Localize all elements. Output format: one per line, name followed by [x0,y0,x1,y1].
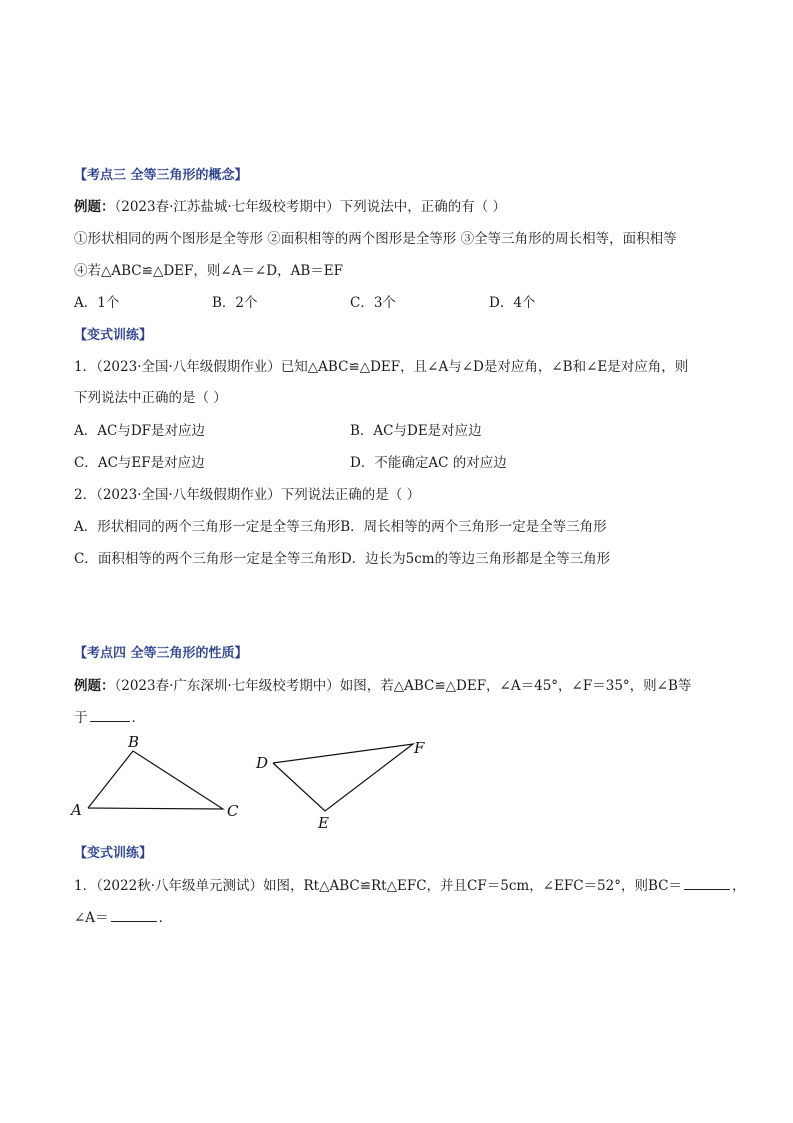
label-e: E [318,814,329,832]
label-c: C [227,802,239,820]
section4-example-line-2 [74,709,145,727]
s4-q1-text: 1．（2022秋·八年级单元测试）如图，Rt△ABC≌Rt△EFC，并且CF＝5cm，∠EFC＝52°，则BC＝ [74,878,682,894]
s4-q1-line-2 [74,909,172,927]
example-line2-prefix: 于 [74,710,88,726]
s4-q1-angle-a: ∠A＝ [74,910,109,926]
q1-line-1: 1．（2023·全国·八年级假期作业）已知△ABC≌△DEF，且∠A与∠D是对应角，∠B和∠E是对应角，则 [74,359,689,375]
label-b: B [128,733,140,751]
q1-option-d: D．不能确定AC 的对应边 [350,455,507,471]
bc-blank[interactable] [684,877,730,890]
option-b: B．2个 [212,295,258,311]
example-text: （2023春·广东深圳·七年级校考期中）如图，若△ABC≌△DEF，∠A＝45°，∠F＝35°，则∠B等 [114,678,692,694]
triangle-def [273,744,413,811]
s4-q1-line-1 [74,877,745,895]
q2-line-3: C．面积相等的两个三角形一定是全等三角形D．边长为5cm的等边三角形都是全等三角形 [74,551,611,567]
option-c: C．3个 [350,295,396,311]
label-f: F [414,739,425,757]
example-text: （2023春·江苏盐城·七年级校考期中）下列说法中，正确的有（ ） [114,199,506,215]
q2-line-2: A．形状相同的两个三角形一定是全等三角形B．周长相等的两个三角形一定是全等三角形 [74,519,607,535]
s4-q1-comma: ， [731,878,746,894]
section4-heading: 【考点四 全等三角形的性质】 [74,646,248,661]
example-label: 例题： [74,678,115,694]
statements-line-2: ④若△ABC≌△DEF，则∠A＝∠D，AB＝EF [74,263,343,279]
triangles-figure [66,732,446,836]
variant-heading-3: 【变式训练】 [74,328,153,343]
q1-option-b: B．AC与DE是对应边 [350,423,482,439]
q1-option-c: C．AC与EF是对应边 [74,455,205,471]
section3-example [74,198,506,216]
angle-a-blank[interactable] [111,909,157,922]
option-a: A．1个 [74,295,120,311]
q1-option-a: A．AC与DF是对应边 [74,423,206,439]
label-d: D [256,754,269,772]
s4-q1-period: ． [158,910,173,926]
answer-blank[interactable] [90,709,130,722]
triangle-abc [88,751,223,809]
label-a: A [71,801,82,819]
q1-line-2: 下列说法中正确的是（ ） [74,390,227,406]
section3-heading: 【考点三 全等三角形的概念】 [74,168,248,183]
variant-heading-4: 【变式训练】 [74,846,153,861]
q2-line-1: 2．（2023·全国·八年级假期作业）下列说法正确的是（ ） [74,487,421,503]
example-line2-suffix: ． [131,710,145,726]
example-label: 例题： [74,199,115,215]
section4-example [74,677,691,695]
option-d: D．4个 [489,295,536,311]
statements-line-1: ①形状相同的两个图形是全等形 ②面积相等的两个图形是全等形 ③全等三角形的周长相等，面积相等 [74,231,677,247]
